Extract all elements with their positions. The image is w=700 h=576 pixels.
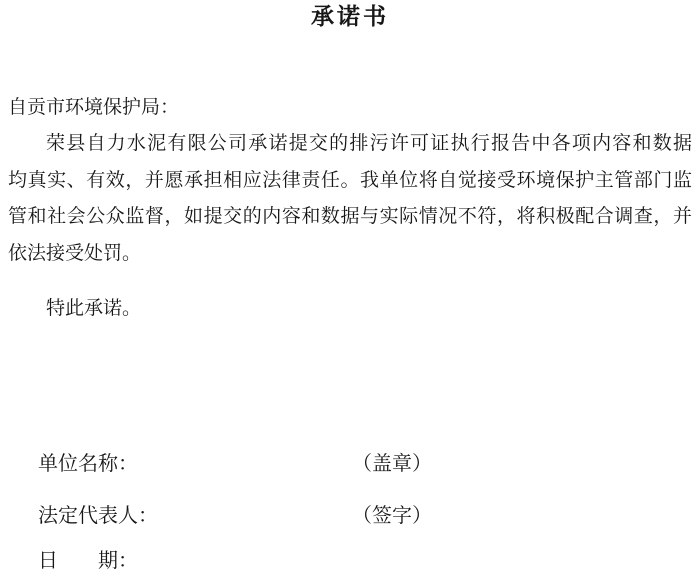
seal-note: （盖章）	[352, 451, 432, 475]
signature-row-representative	[0, 502, 700, 528]
signature-row-date	[0, 547, 700, 573]
legal-representative-label: 法定代表人：	[38, 503, 158, 527]
salutation-line: 自贡市环境保护局：	[8, 96, 180, 118]
paragraph-line: 依法接受处罚。	[8, 241, 142, 264]
date-label: 日 期：	[38, 548, 138, 572]
body-paragraph	[8, 125, 692, 271]
paragraph-line: 均真实、有效，并愿承担相应法律责任。我单位将自觉接受环境保护主管部门监	[8, 168, 692, 191]
unit-name-label: 单位名称：	[38, 451, 138, 475]
paragraph-line: 荣县自力水泥有限公司承诺提交的排污许可证执行报告中各项内容和数据	[46, 132, 692, 154]
signature-note: （签字）	[352, 503, 432, 527]
closing-line: 特此承诺。	[46, 297, 142, 319]
paragraph-line: 管和社会公众监督，如提交的内容和数据与实际情况不符，将积极配合调查，并	[8, 205, 692, 227]
document-title: 承诺书	[311, 3, 389, 30]
signature-row-unit	[0, 450, 700, 476]
